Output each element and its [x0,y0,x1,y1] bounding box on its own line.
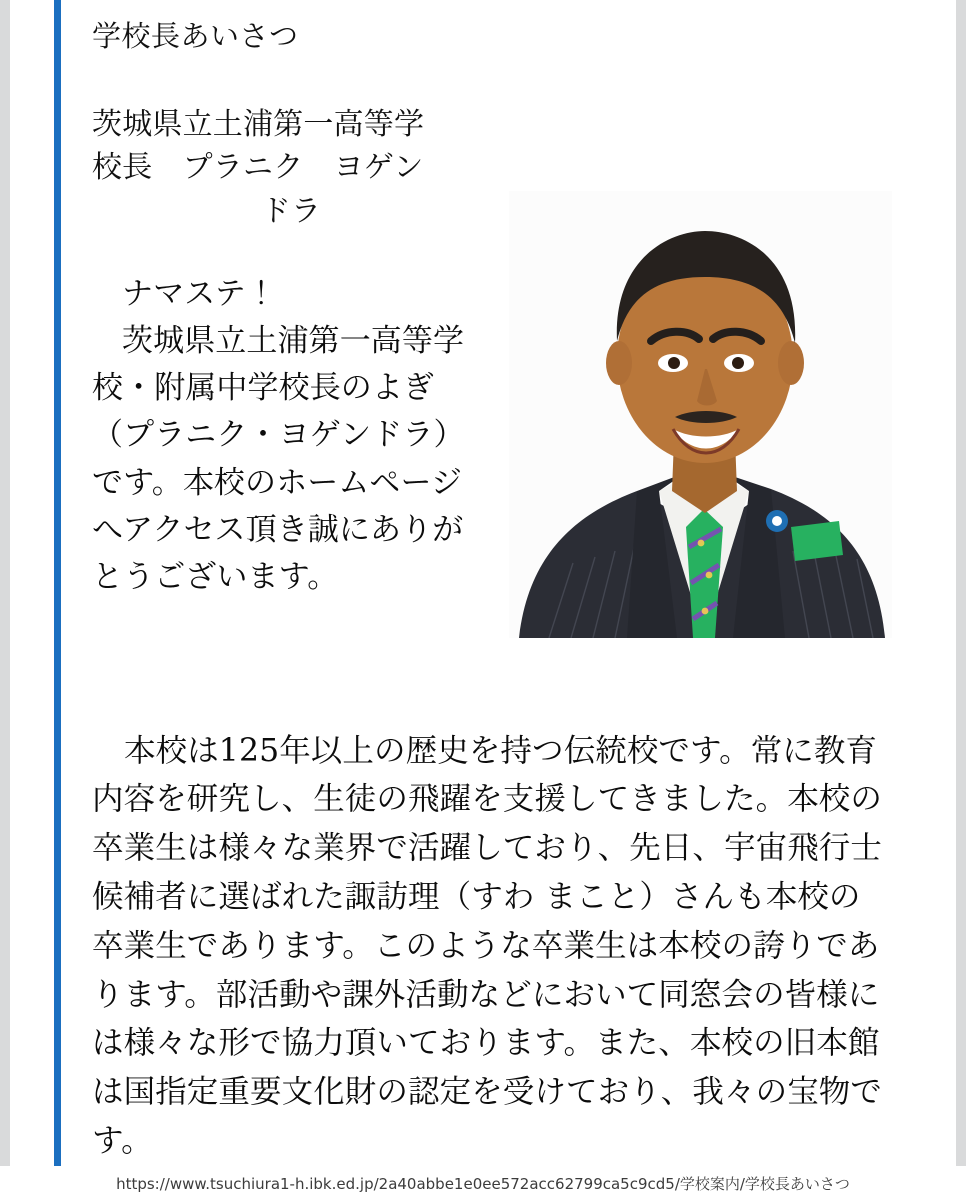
body-paragraph: 本校は125年以上の歴史を持つ伝統校です。常に教育内容を研究し、生徒の飛躍を支援してきました。本校の卒業生は様々な業界で活躍しており、先日、宇宙飛行士候補者に選ばれた諏訪理（すわ まこと）さんも本校の卒業生であります。このような卒業生は本校の誇りであります。部活動や課外活動などにおいて同窓会の皆様には様々な形で協力頂いております。また、本校の旧本館は国指定重要文化財の認定を受けており、我々の宝物です。 [92,732,883,1160]
page-sheet [10,0,956,1200]
principal-intro-block [92,103,892,703]
principal-name-line-2: 校長 プラニク ヨゲン [92,150,424,186]
page-title: 学校長あいさつ [92,19,299,53]
greeting-body: 茨城県立土浦第一高等学校・附属中学校長のよぎ（プラニク・ヨゲンドラ）です。本校のホームページへアクセス頂き誠にありがとうございます。 [92,323,465,595]
page-url: https://www.tsuchiura1-h.ibk.ed.jp/2a40abbe1e0ee572acc62799ca5c9cd5/学校案内/学校長あいさつ [116,1174,850,1193]
principal-name [92,103,490,234]
principal-name-line-3: ドラ [260,193,322,229]
principal-text-column [92,103,490,601]
greeting-paragraph [92,271,490,601]
accent-rule [54,0,61,1175]
principal-name-line-1: 茨城県立土浦第一高等学 [92,106,425,142]
article-content [92,0,892,1200]
status-url-bar [0,1166,966,1200]
greeting-line-1: ナマステ！ [122,276,277,313]
principal-portrait [509,191,892,638]
